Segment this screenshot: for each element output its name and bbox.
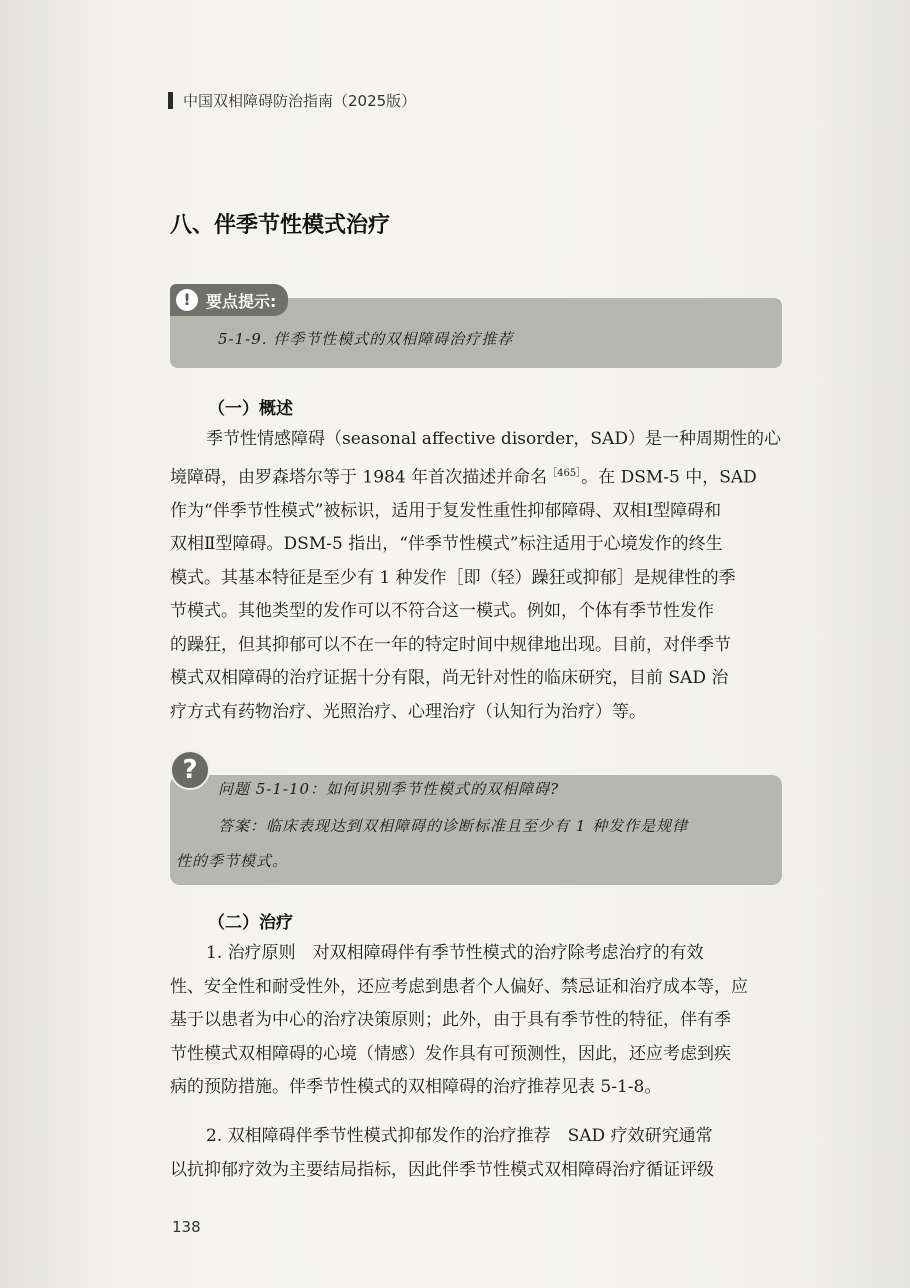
overview-paragraph [170, 423, 790, 729]
overview-line: 作为“伴季节性模式”被标识，适用于复发性重性抑郁障碍、双相Ⅰ型障碍和 [170, 500, 722, 521]
overview-line-text: 境障碍，由罗森塔尔等于 1984 年首次描述并命名 [170, 467, 548, 488]
overview-line: 双相Ⅱ型障碍。DSM-5 指出，“伴季节性模式”标注适用于心境发作的终生 [170, 534, 723, 555]
exclamation-icon: ! [176, 289, 198, 311]
qa-answer-line1: 答案：临床表现达到双相障碍的诊断标准且至少有 1 种发作是规律 [218, 817, 689, 835]
question-icon: ? [170, 750, 210, 790]
treatment-line: 节性模式双相障碍的心境（情感）发作具有可预测性，因此，还应考虑到疾 [170, 1043, 731, 1064]
treatment-line: 病的预防措施。伴季节性模式的双相障碍的治疗推荐见表 5-1-8。 [170, 1077, 662, 1097]
citation: ［465］ [547, 467, 582, 479]
header-bar-icon [168, 92, 173, 109]
treatment-line: 2. 双相障碍伴季节性模式抑郁发作的治疗推荐 SAD 疗效研究通常 [206, 1126, 713, 1146]
page-number: 138 [172, 1218, 201, 1236]
overview-line: 模式双相障碍的治疗证据十分有限，尚无针对性的临床研究，目前 SAD 治 [170, 668, 729, 689]
keypoint-tab [170, 284, 288, 316]
overview-line: 季节性情感障碍（seasonal affective disorder，SAD）是一种周期性的心 [206, 429, 781, 449]
section-title: 八、伴季节性模式治疗 [170, 213, 391, 238]
overview-line: 模式。其基本特征是至少有 1 种发作［即（轻）躁狂或抑郁］是规律性的季 [170, 567, 736, 588]
overview-heading: （一）概述 [208, 399, 293, 419]
qa-question: 问题 5-1-10：如何识别季节性模式的双相障碍? [218, 780, 560, 798]
overview-line: 疗方式有药物治疗、光照治疗、心理治疗（认知行为治疗）等。 [170, 701, 646, 722]
treatment-line: 1. 治疗原则 对双相障碍伴有季节性模式的治疗除考虑治疗的有效 [206, 943, 704, 963]
qa-answer-line2: 性的季节模式。 [176, 852, 289, 870]
treatment-paragraph-2 [170, 1120, 790, 1187]
running-header-text: 中国双相障碍防治指南（2025版） [183, 92, 417, 110]
overview-line-tail: 。在 DSM-5 中，SAD [581, 467, 757, 488]
treatment-line: 以抗抑郁疗效为主要结局指标，因此伴季节性模式双相障碍治疗循证评级 [170, 1159, 714, 1180]
treatment-paragraph-1 [170, 937, 790, 1105]
treatment-heading: （二）治疗 [208, 913, 293, 933]
keypoint-label: 要点提示: [206, 291, 277, 311]
treatment-line: 性、安全性和耐受性外，还应考虑到患者个人偏好、禁忌证和治疗成本等，应 [170, 976, 748, 997]
overview-line: 节模式。其他类型的发作可以不符合这一模式。例如，个体有季节性发作 [170, 601, 714, 622]
running-header [168, 90, 416, 111]
overview-line: 的躁狂，但其抑郁可以不在一年的特定时间中规律地出现。目前，对伴季节 [170, 634, 731, 655]
overview-line [170, 457, 790, 495]
treatment-line: 基于以患者为中心的治疗决策原则；此外，由于具有季节性的特征，伴有季 [170, 1010, 731, 1030]
keypoint-text: 5-1-9. 伴季节性模式的双相障碍治疗推荐 [218, 330, 514, 348]
